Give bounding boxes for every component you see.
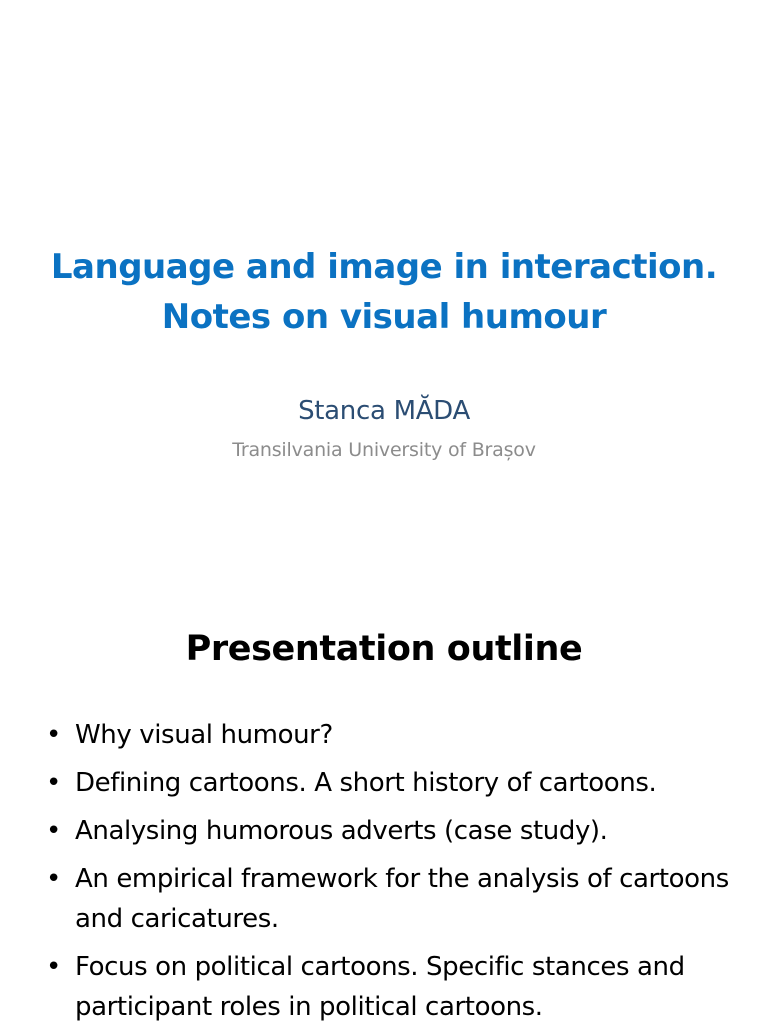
list-item-text: Defining cartoons. A short history of cartoons. <box>75 768 657 798</box>
list-item-text: An empirical framework for the analysis of cartoons and caricatures. <box>75 864 729 934</box>
bullet-icon: • <box>46 768 61 798</box>
outline-slide <box>0 560 768 1024</box>
list-item-text: Analysing humorous adverts (case study). <box>75 816 608 846</box>
bullet-icon: • <box>46 720 61 750</box>
bullet-icon: • <box>46 816 61 846</box>
list-item-text: Focus on political cartoons. Specific stances and participant roles in political cartoons. <box>75 952 685 1022</box>
list-item-text: Why visual humour? <box>75 720 333 750</box>
list-item <box>44 947 744 1027</box>
list-item <box>44 715 744 755</box>
presentation-title <box>0 242 768 342</box>
list-item <box>44 763 744 803</box>
title-line-2: Notes on visual humour <box>161 297 607 337</box>
bullet-icon: • <box>46 952 61 982</box>
list-item <box>44 859 744 939</box>
list-item <box>44 811 744 851</box>
author-affiliation: Transilvania University of Brașov <box>232 439 536 461</box>
title-line-1: Language and image in interaction. <box>50 247 718 287</box>
outline-list <box>44 715 744 1035</box>
bullet-icon: • <box>46 864 61 894</box>
author-name: Stanca MĂDA <box>298 396 470 426</box>
outline-title: Presentation outline <box>185 629 583 669</box>
